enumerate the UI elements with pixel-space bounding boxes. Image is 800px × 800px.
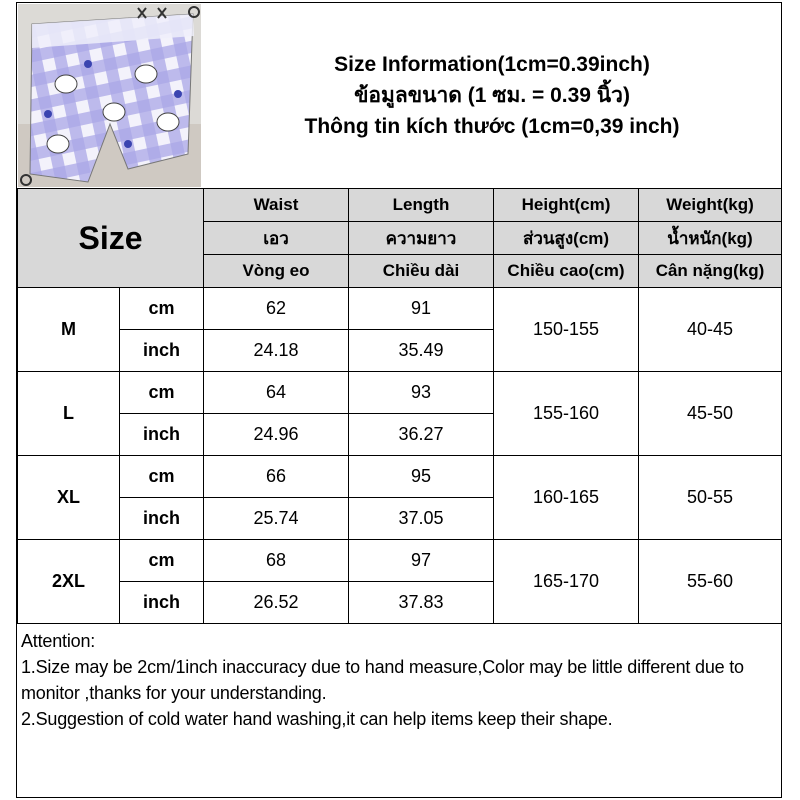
col-height-th: ส่วนสูง(cm)	[494, 222, 639, 255]
col-length-vi: Chiều dài	[349, 255, 494, 288]
col-height-vi: Chiều cao(cm)	[494, 255, 639, 288]
product-photo	[18, 4, 201, 187]
waist-cm-value: 66	[204, 456, 349, 498]
waist-cm-value: 64	[204, 372, 349, 414]
length-cm-value: 91	[349, 288, 494, 330]
header-title-vietnamese: Thông tin kích thước (1cm=0,39 inch)	[304, 115, 680, 138]
waist-cm-value: 62	[204, 288, 349, 330]
size-table	[17, 188, 782, 624]
attention-title: Attention:	[21, 631, 96, 651]
plaid-shorts-image	[18, 4, 201, 187]
height-range: 150-155	[494, 288, 639, 372]
header-row-english	[18, 189, 782, 222]
header-title-english: Size Information(1cm=0.39inch)	[334, 53, 650, 76]
size-column-title: Size	[18, 189, 204, 288]
col-waist-en: Waist	[204, 189, 349, 222]
length-cm-value: 95	[349, 456, 494, 498]
waist-inch-value: 24.18	[204, 330, 349, 372]
table-row	[18, 288, 782, 330]
col-waist-vi: Vòng eo	[204, 255, 349, 288]
height-range: 165-170	[494, 540, 639, 624]
unit-cm-label: cm	[120, 288, 204, 330]
waist-cm-value: 68	[204, 540, 349, 582]
weight-range: 45-50	[639, 372, 782, 456]
col-weight-en: Weight(kg)	[639, 189, 782, 222]
col-weight-th: น้ำหนัก(kg)	[639, 222, 782, 255]
table-row	[18, 372, 782, 414]
length-inch-value: 37.05	[349, 498, 494, 540]
height-range: 160-165	[494, 456, 639, 540]
col-height-en: Height(cm)	[494, 189, 639, 222]
weight-range: 55-60	[639, 540, 782, 624]
length-cm-value: 97	[349, 540, 494, 582]
waist-inch-value: 25.74	[204, 498, 349, 540]
table-row	[18, 456, 782, 498]
length-cm-value: 93	[349, 372, 494, 414]
size-m-label: M	[18, 288, 120, 372]
note-item-1: 1.Size may be 2cm/1inch inaccuracy due to hand measure,Color may be little different due to monitor ,thanks for your understanding.	[21, 657, 744, 703]
size-2xl-label: 2XL	[18, 540, 120, 624]
unit-inch-label: inch	[120, 414, 204, 456]
unit-cm-label: cm	[120, 540, 204, 582]
unit-cm-label: cm	[120, 456, 204, 498]
height-range: 155-160	[494, 372, 639, 456]
waist-inch-value: 24.96	[204, 414, 349, 456]
note-item-2: 2.Suggestion of cold water hand washing,it can help items keep their shape.	[21, 709, 613, 729]
weight-range: 50-55	[639, 456, 782, 540]
length-inch-value: 37.83	[349, 582, 494, 624]
length-inch-value: 35.49	[349, 330, 494, 372]
unit-inch-label: inch	[120, 582, 204, 624]
waist-inch-value: 26.52	[204, 582, 349, 624]
col-length-th: ความยาว	[349, 222, 494, 255]
col-length-en: Length	[349, 189, 494, 222]
unit-cm-label: cm	[120, 372, 204, 414]
unit-inch-label: inch	[120, 498, 204, 540]
size-l-label: L	[18, 372, 120, 456]
length-inch-value: 36.27	[349, 414, 494, 456]
size-xl-label: XL	[18, 456, 120, 540]
table-row	[18, 540, 782, 582]
unit-inch-label: inch	[120, 330, 204, 372]
weight-range: 40-45	[639, 288, 782, 372]
col-waist-th: เอว	[204, 222, 349, 255]
header-title-thai: ข้อมูลขนาด (1 ซม. = 0.39 นิ้ว)	[354, 84, 630, 107]
size-info-header	[203, 4, 781, 187]
col-weight-vi: Cân nặng(kg)	[639, 255, 782, 288]
attention-notes	[17, 628, 781, 797]
